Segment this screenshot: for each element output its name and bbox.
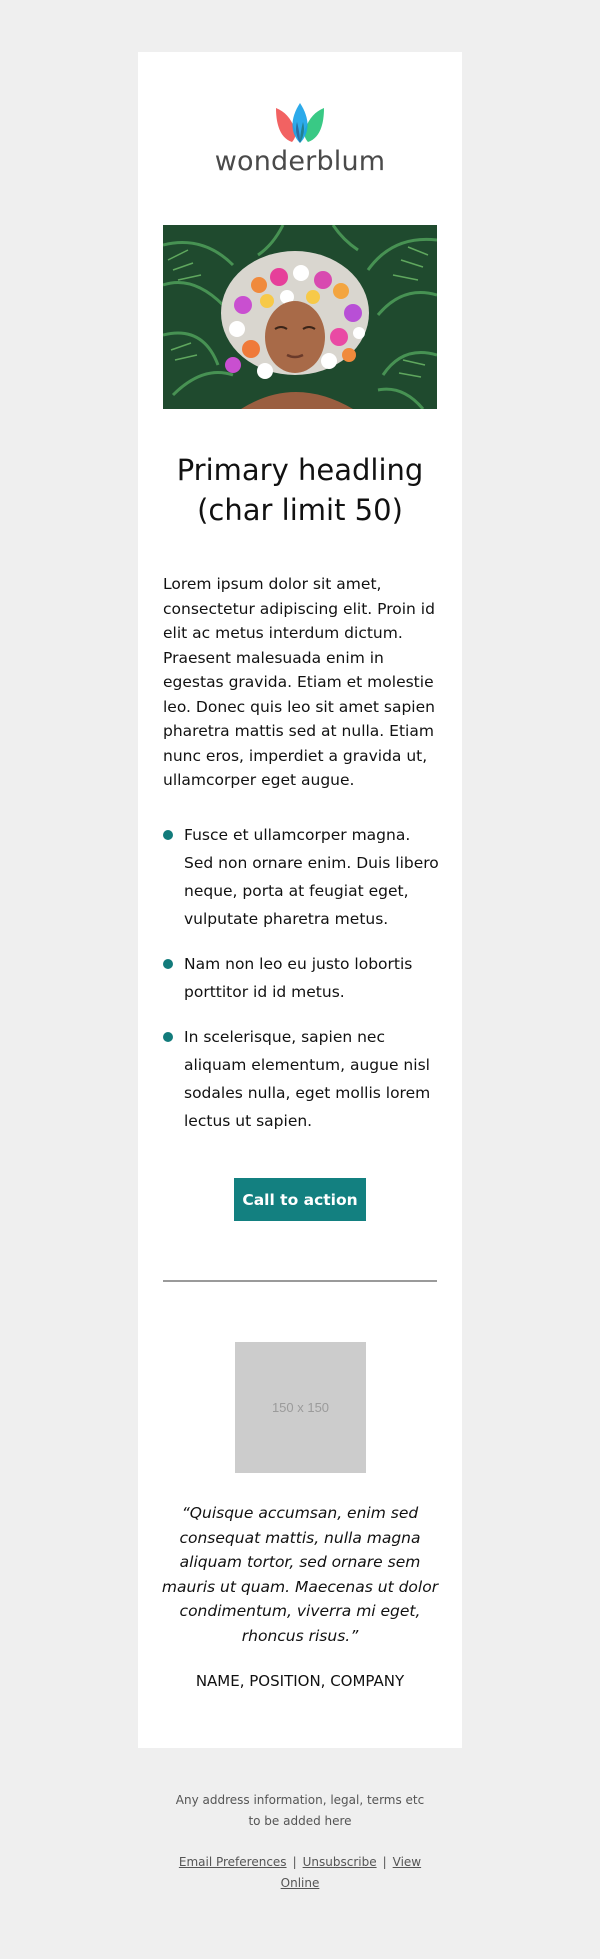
bullet-list — [163, 821, 443, 1135]
link-separator: | — [382, 1855, 387, 1869]
bullet-text: Fusce et ullamcorper magna. Sed non ornare enim. Duis libero neque, porta at feugiat eget, vulputate pharetra metus. — [184, 826, 439, 928]
unsubscribe-link[interactable]: Unsubscribe — [302, 1855, 377, 1869]
placeholder-size-label: 150 x 150 — [271, 1400, 330, 1415]
footer-legal-text: Any address information, legal, terms etc to be added here — [175, 1793, 425, 1828]
footer-links — [170, 1852, 430, 1894]
bullet-dot-icon — [163, 959, 173, 969]
call-to-action-button[interactable]: Call to action — [234, 1178, 366, 1221]
bullet-dot-icon — [163, 1032, 173, 1042]
list-item — [163, 821, 443, 933]
brand-logo[interactable] — [138, 102, 462, 177]
list-item — [163, 950, 443, 1006]
testimonial-attribution: NAME, POSITION, COMPANY — [195, 1672, 405, 1690]
body-paragraph: Lorem ipsum dolor sit amet, consectetur adipiscing elit. Proin id elit ac metus interdum dictum. Praesent malesuada enim in egestas gravida. Etiam et molestie leo. Donec quis leo sit amet sapien pharetra mattis sed at nulla. Etiam nunc eros, imperdiet a gravida ut, ullamcorper eget augue. — [163, 575, 435, 789]
testimonial-quote: “Quisque accumsan, enim sed consequat mattis, nulla magna aliquam tortor, sed ornare sem mauris ut quam. Maecenas ut dolor condimentum, viverra mi eget, rhoncus risus.” — [161, 1504, 439, 1645]
email-preferences-link[interactable]: Email Preferences — [178, 1855, 287, 1869]
hero-image — [163, 225, 437, 409]
testimonial-image-placeholder — [235, 1342, 366, 1473]
email-card — [138, 52, 462, 1748]
lotus-icon — [274, 102, 326, 144]
headline-line-2: (char limit 50) — [197, 493, 403, 527]
section-divider — [163, 1280, 437, 1282]
hero-photo-icon — [163, 225, 437, 409]
bullet-text: In scelerisque, sapien nec aliquam elementum, augue nisl sodales nulla, eget mollis lorem lectus ut sapien. — [184, 1028, 431, 1130]
bullet-dot-icon — [163, 830, 173, 840]
brand-name: wonderblum — [214, 146, 386, 177]
view-online-link[interactable]: View Online — [280, 1855, 422, 1890]
link-separator: | — [292, 1855, 297, 1869]
headline-line-1: Primary headling — [176, 453, 424, 487]
list-item — [163, 1023, 443, 1135]
bullet-text: Nam non leo eu justo lobortis porttitor id id metus. — [184, 955, 413, 1001]
primary-headline — [148, 450, 452, 530]
